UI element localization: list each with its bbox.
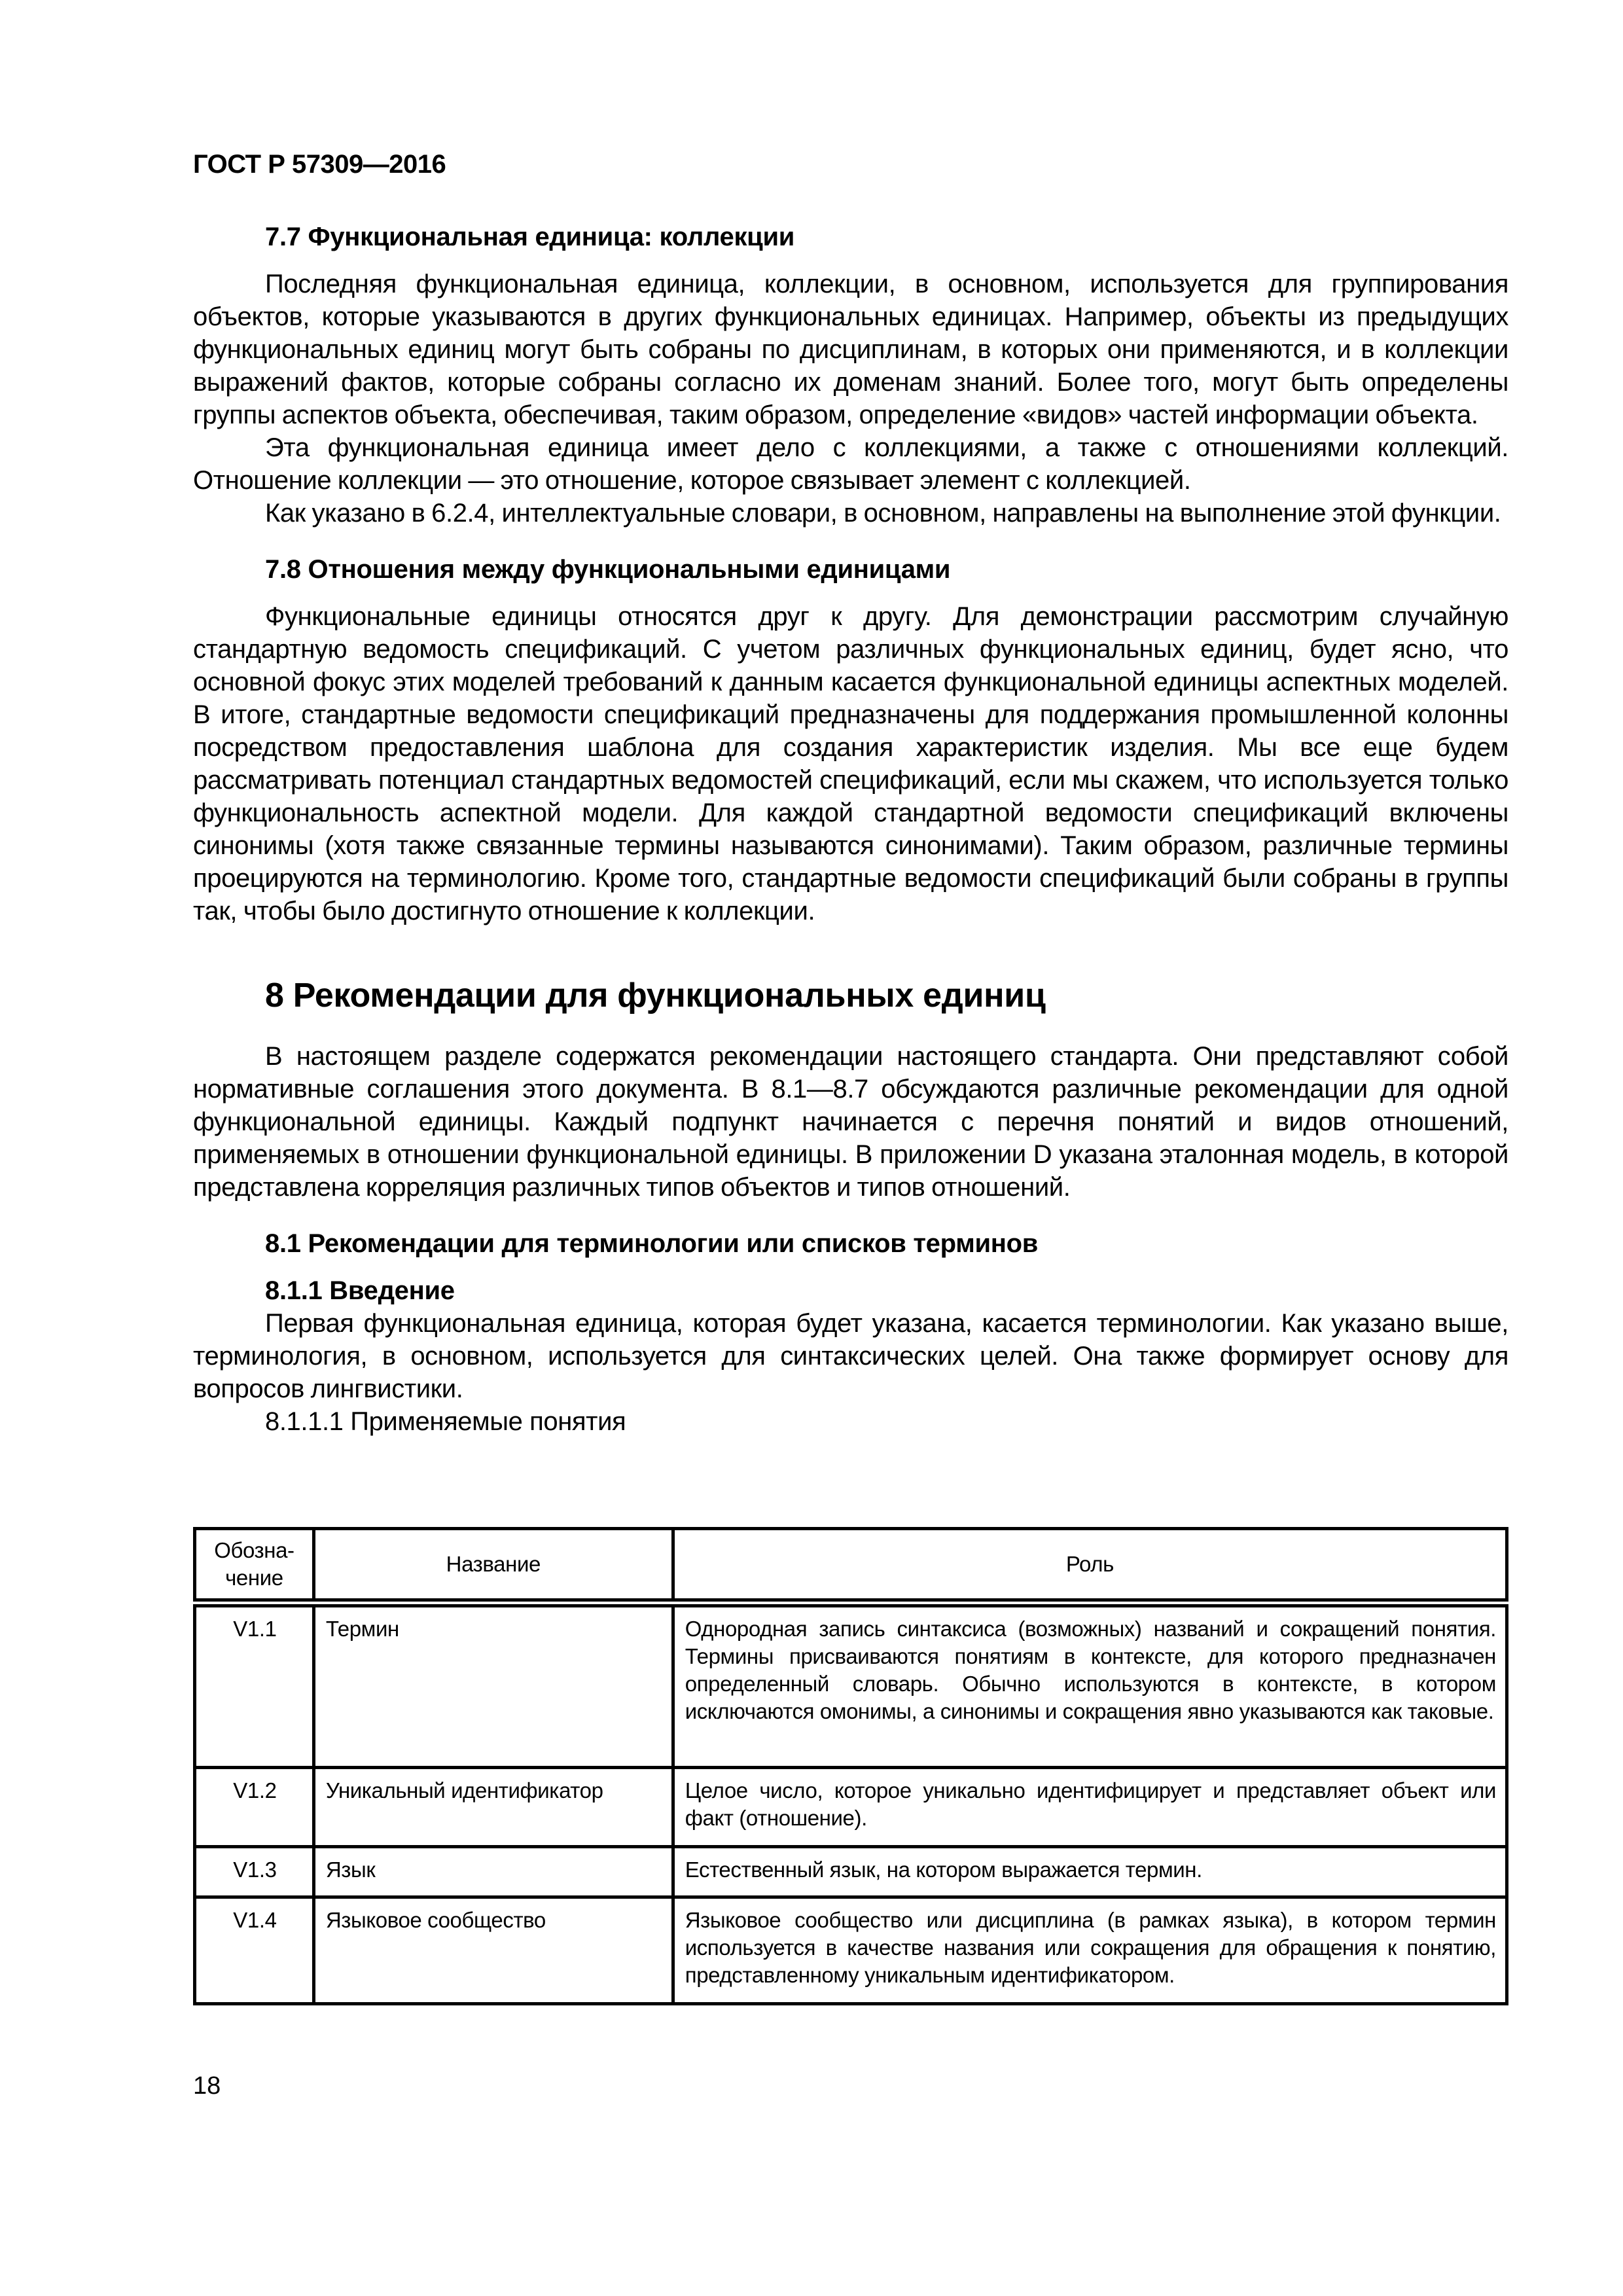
table-row — [195, 1768, 1507, 1847]
table-header-row — [195, 1529, 1507, 1604]
table-row — [195, 1897, 1507, 2004]
section-8-title: 8 Рекомендации для функциональных единиц — [265, 977, 1046, 1014]
cell-code: V1.3 — [195, 1847, 314, 1897]
cell-name: Уникальный идентификатор — [313, 1768, 673, 1847]
section-7-8-title: 7.8 Отношения между функциональными единицами — [265, 555, 951, 584]
section-8-1-1-paragraph: Первая функциональная единица, которая будет указана, касается терминологии. Как указано выше, терминология, в основном, используется для синтаксических целей. Она также формирует основу для вопросов лингвистики. — [193, 1309, 1508, 1403]
document-code-header: ГОСТ Р 57309—2016 — [193, 150, 446, 179]
cell-role: Однородная запись синтаксиса (возможных) названий и сокращений понятия. Термины присваиваются понятиям в контексте, для которого предназначен определенный словарь. Обычно используются в контексте, в котором исключаются омонимы, а синонимы и сокращения явно указываются как таковые. — [673, 1603, 1507, 1768]
section-7-7-title: 7.7 Функциональная единица: коллекции — [265, 223, 795, 251]
cell-role: Целое число, которое уникально идентифицирует и представляет объект или факт (отношение). — [673, 1768, 1507, 1847]
subclause-8-1-1-1-label: 8.1.1.1 Применяемые понятия — [265, 1407, 626, 1436]
cell-role: Языковое сообщество или дисциплина (в рамках языка), в котором термин используется в качестве названия или сокращения для обращения к понятию, представленному уникальным идентификатором. — [673, 1897, 1507, 2004]
concepts-table — [193, 1527, 1508, 2005]
section-7-8-paragraph: Функциональные единицы относятся друг к другу. Для демонстрации рассмотрим случайную стандартную ведомость спецификаций. С учетом различных функциональных единиц, будет ясно, что основной фокус этих моделей требований к данным касается функциональной единицы аспектных моделей. В итоге, стандартные ведомости спецификаций предназначены для поддержания промышленной колонны посредством предоставления шаблона для создания характеристик изделия. Мы все еще будем рассматривать потенциал стандартных ведомостей спецификаций, если мы скажем, что используется только функциональность аспектной модели. Для каждой стандартной ведомости спецификаций включены синонимы (хотя также связанные термины называются синонимами). Таким образом, различные термины проецируются на терминологию. Кроме того, стандартные ведомости спецификаций были собраны в группы так, чтобы было достигнуто отношение к коллекции. — [193, 602, 1508, 925]
section-7-7-paragraph: Как указано в 6.2.4, интеллектуальные словари, в основном, направлены на выполнение этой функции. — [265, 499, 1501, 528]
column-header-name: Название — [313, 1529, 673, 1604]
section-8-1-title: 8.1 Рекомендации для терминологии или списков терминов — [265, 1229, 1039, 1258]
cell-role: Естественный язык, на котором выражается термин. — [673, 1847, 1507, 1897]
cell-code: V1.4 — [195, 1897, 314, 2004]
section-8-paragraph: В настоящем разделе содержатся рекомендации настоящего стандарта. Они представляют собой нормативные соглашения этого документа. В 8.1—8.7 обсуждаются различные рекомендации для одной функциональной единицы. Каждый подпункт начинается с перечня понятий и видов отношений, применяемых в отношении функциональной единицы. В приложении D указана эталонная модель, в которой представлена корреляция различных типов объектов и типов отношений. — [193, 1042, 1508, 1202]
cell-name: Термин — [313, 1603, 673, 1768]
table-row — [195, 1847, 1507, 1897]
document-body — [193, 221, 1508, 1438]
section-7-7-paragraph: Эта функциональная единица имеет дело с коллекциями, а также с отношениями коллекций. Отношение коллекции — это отношение, которое связывает элемент с коллекцией. — [193, 433, 1508, 495]
cell-code: V1.1 — [195, 1603, 314, 1768]
column-header-role: Роль — [673, 1529, 1507, 1604]
section-8-1-1-title: 8.1.1 Введение — [265, 1276, 455, 1305]
cell-code: V1.2 — [195, 1768, 314, 1847]
section-7-7-paragraph: Последняя функциональная единица, коллекции, в основном, используется для группирования объектов, которые указываются в других функциональных единицах. Например, объекты из предыдущих функциональных единиц могут быть собраны по дисциплинам, в которых они применяются, и в коллекции выражений фактов, которые собраны согласно их доменам знаний. Более того, могут быть определены группы аспектов объекта, обеспечивая, таким образом, определение «видов» частей информации объекта. — [193, 270, 1508, 429]
page-number: 18 — [193, 2072, 221, 2100]
cell-name: Языковое сообщество — [313, 1897, 673, 2004]
table-row — [195, 1603, 1507, 1768]
column-header-code: Обозна-чение — [195, 1529, 314, 1604]
cell-name: Язык — [313, 1847, 673, 1897]
